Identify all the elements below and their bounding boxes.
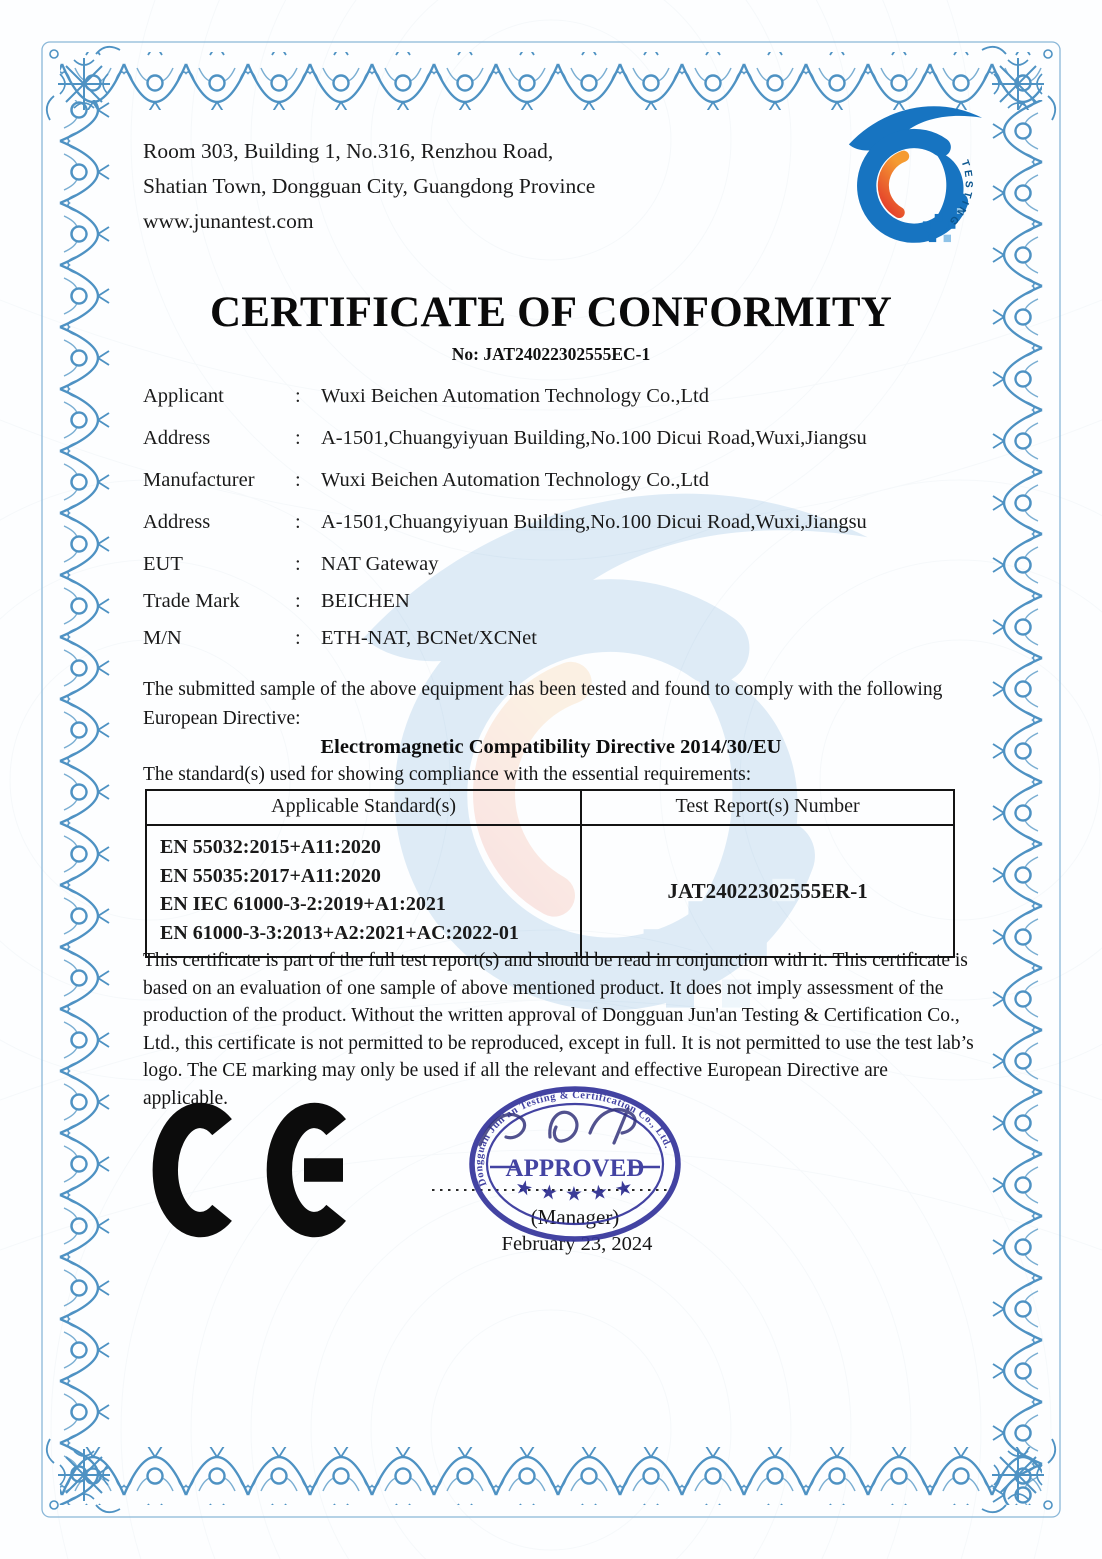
field-row-applicant bbox=[143, 383, 968, 410]
stamp-ring-text: Dongguan Jun'an Testing & Certification Co., Ltd. bbox=[473, 1090, 674, 1188]
lab-address-line-1: Room 303, Building 1, No.316, Renzhou Road, bbox=[143, 139, 554, 163]
directive-line: Electromagnetic Compatibility Directive 2014/30/EU bbox=[320, 736, 782, 758]
stamp-approved-text: APPROVED bbox=[505, 1155, 645, 1182]
field-row-trademark bbox=[143, 588, 968, 615]
field-label: Trade Mark bbox=[143, 590, 240, 612]
certificate-title: CERTIFICATE OF CONFORMITY bbox=[210, 289, 892, 336]
lab-address-line-2: Shatian Town, Dongguan City, Guangdong Province bbox=[143, 174, 596, 198]
stamp-stars: ★★★★★ bbox=[512, 1174, 644, 1206]
field-value: NAT Gateway bbox=[321, 553, 439, 575]
field-label: EUT bbox=[143, 553, 183, 575]
certificate-number: No: JAT24022302555EC-1 bbox=[451, 344, 651, 364]
field-separator: : bbox=[295, 553, 301, 575]
field-separator: : bbox=[295, 627, 301, 649]
field-row-model bbox=[143, 625, 968, 652]
field-separator: : bbox=[295, 427, 301, 449]
standards-table-header-row bbox=[147, 791, 953, 826]
field-separator: : bbox=[295, 469, 301, 491]
field-label: M/N bbox=[143, 627, 182, 649]
field-separator: : bbox=[295, 590, 301, 612]
disclaimer-paragraph: This certificate is part of the full test report(s) and should be read in conjunction with it. This certificate is based on an evaluation of one sample of above mentioned product. It does not imply assessment of the production of the product. Without the written approval of Dongguan Jun'an Testing & Certification Co., Ltd., this certificate is not permitted to be reproduced, except in full. It is not permitted to use the test lab’s logo. The CE marking may only be used if all the relevant and effective European Directive are applicable. bbox=[143, 950, 974, 1109]
approval-stamp bbox=[430, 1075, 730, 1267]
standards-table-body-row bbox=[147, 826, 953, 956]
issue-date: February 23, 2024 bbox=[501, 1233, 653, 1255]
field-label: Address bbox=[143, 511, 211, 533]
field-label: Applicant bbox=[143, 385, 224, 407]
signature-scrawl bbox=[480, 1109, 635, 1145]
lab-address-block bbox=[143, 134, 595, 239]
field-value: Wuxi Beichen Automation Technology Co.,Ltd bbox=[321, 469, 709, 491]
standards-intro-line: The standard(s) used for showing compliance with the essential requirements: bbox=[143, 764, 752, 785]
field-row-manufacturer-address bbox=[143, 509, 968, 536]
field-separator: : bbox=[295, 511, 301, 533]
standard-item: EN 55035:2017+A11:2020 bbox=[160, 864, 381, 887]
field-value: BEICHEN bbox=[321, 590, 410, 612]
field-value: Wuxi Beichen Automation Technology Co.,Ltd bbox=[321, 385, 709, 407]
standard-item: EN 55032:2015+A11:2020 bbox=[160, 836, 381, 858]
ce-mark-icon bbox=[148, 1092, 382, 1248]
lab-logo-icon bbox=[838, 100, 990, 248]
report-column-header: Test Report(s) Number bbox=[675, 795, 860, 817]
field-value: A-1501,Chuangyiyuan Building,No.100 Dicui Road,Wuxi,Jiangsu bbox=[321, 427, 867, 449]
signer-title: (Manager) bbox=[530, 1205, 620, 1229]
field-label: Address bbox=[143, 427, 211, 449]
field-value: A-1501,Chuangyiyuan Building,No.100 Dicui Road,Wuxi,Jiangsu bbox=[321, 511, 867, 533]
logo-testing-text: TESTING bbox=[944, 158, 974, 229]
standard-item: EN 61000-3-3:2013+A2:2021+AC:2022-01 bbox=[160, 921, 519, 944]
report-number-cell: JAT24022302555ER-1 bbox=[667, 878, 868, 903]
standard-item: EN IEC 61000-3-2:2019+A1:2021 bbox=[160, 893, 446, 915]
intro-paragraph: The submitted sample of the above equipment has been tested and found to comply with the following European Directive: bbox=[143, 679, 943, 729]
standards-list-cell bbox=[147, 826, 582, 956]
field-label: Manufacturer bbox=[143, 469, 255, 491]
certificate-fields bbox=[143, 383, 968, 662]
field-row-eut bbox=[143, 551, 968, 578]
field-row-applicant-address bbox=[143, 425, 968, 452]
field-row-manufacturer bbox=[143, 467, 968, 494]
lab-website: www.junantest.com bbox=[143, 209, 314, 233]
standards-table bbox=[145, 789, 955, 958]
standards-column-header: Applicable Standard(s) bbox=[147, 791, 582, 824]
field-separator: : bbox=[295, 385, 301, 407]
field-value: ETH-NAT, BCNet/XCNet bbox=[321, 627, 537, 649]
